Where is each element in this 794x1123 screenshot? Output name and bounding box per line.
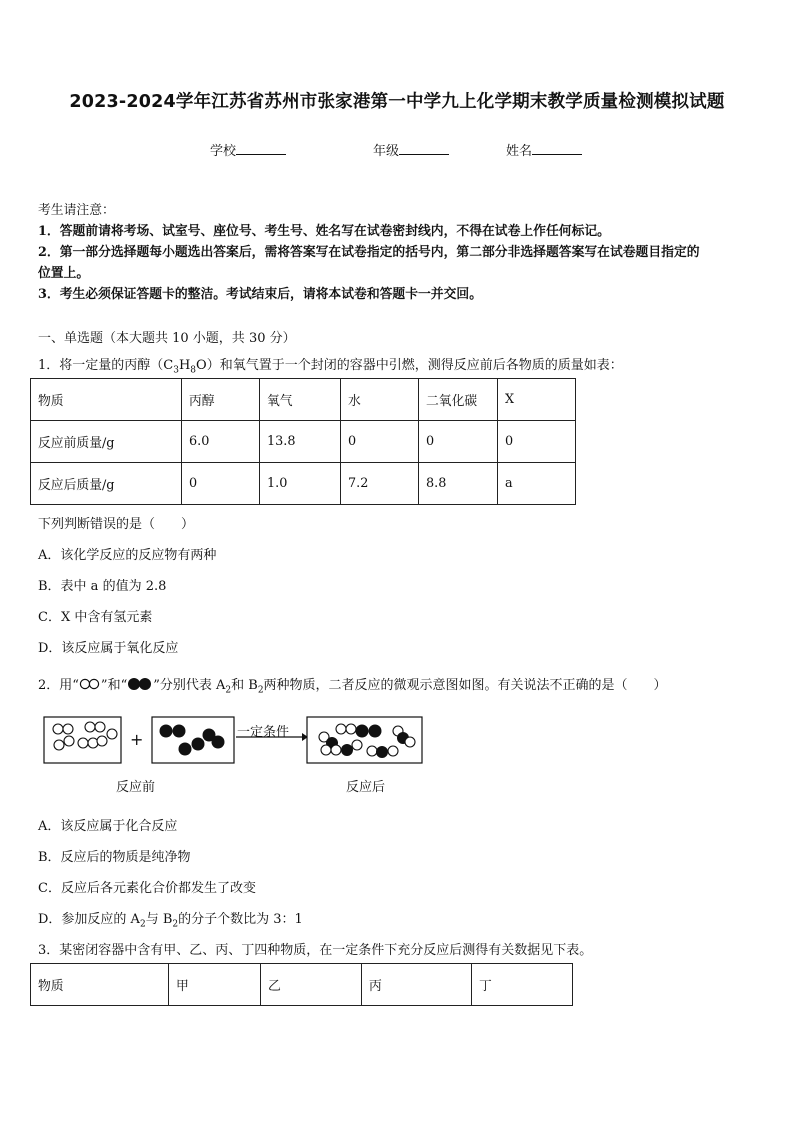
table-cell: 丁 — [472, 964, 573, 1006]
open-circle-pair-icon — [79, 678, 101, 690]
table-row — [31, 421, 576, 463]
table-cell: 丙 — [362, 964, 472, 1006]
section-heading: 一、单选题（本大题共 10 小题，共 30 分） — [38, 331, 296, 346]
table-cell: 0 — [419, 421, 498, 463]
option-d-part: D．参加反应的 A — [38, 912, 140, 927]
reaction-diagram-svg — [40, 712, 430, 772]
table-cell: 氧气 — [260, 379, 341, 421]
page-title: 2023-2024学年江苏省苏州市张家港第一中学九上化学期末教学质量检测模拟试题 — [69, 92, 725, 112]
q1-stem-part: 1．将一定量的丙醇（C — [38, 358, 174, 373]
q1-subscript: 8 — [190, 365, 197, 376]
notice-item: 3．考生必须保证答题卡的整洁。考试结束后，请将本试卷和答题卡一并交回。 — [38, 287, 482, 302]
notice-item: 位置上。 — [38, 266, 90, 281]
q1-subscript: 3 — [173, 365, 179, 376]
name-field — [506, 140, 582, 159]
table-cell: 二氧化碳 — [419, 379, 498, 421]
notice-block — [38, 200, 762, 305]
option-d[interactable] — [38, 908, 303, 930]
label-before: 反应前 — [116, 780, 156, 795]
q2-stem-part: ”和“ — [100, 678, 128, 693]
question-2-stem — [38, 674, 762, 696]
reaction-diagram — [40, 712, 430, 802]
table-cell: 反应前质量/g — [31, 421, 182, 463]
question-1-table — [30, 378, 576, 505]
table-cell: 甲 — [169, 964, 261, 1006]
q2-subscript: 2 — [225, 685, 232, 696]
name-label: 姓名 — [506, 144, 533, 159]
table-cell: 物质 — [31, 964, 169, 1006]
table-cell: 乙 — [261, 964, 362, 1006]
option-c[interactable]: C．反应后各元素化合价都发生了改变 — [38, 881, 256, 896]
table-cell: 水 — [341, 379, 419, 421]
q2-subscript: 2 — [257, 685, 264, 696]
table-cell: 丙醇 — [182, 379, 260, 421]
table-cell: 7.2 — [341, 463, 419, 505]
school-blank[interactable] — [236, 142, 286, 155]
table-header-row — [31, 379, 576, 421]
option-a[interactable]: A．该反应属于化合反应 — [38, 819, 178, 834]
option-b[interactable]: B．反应后的物质是纯净物 — [38, 850, 191, 865]
option-a[interactable]: A．该化学反应的反应物有两种 — [38, 548, 217, 563]
q2-stem-part: 2．用“ — [38, 678, 79, 693]
table-cell: 13.8 — [260, 421, 341, 463]
option-d-part: 的分子个数比为 3：1 — [178, 912, 303, 927]
table-cell: 1.0 — [260, 463, 341, 505]
q2-stem-part: 两种物质，二者反应的微观示意图如图。有关说法不正确的是（ ） — [263, 678, 667, 693]
name-blank[interactable] — [532, 142, 582, 155]
table-cell: 物质 — [31, 379, 182, 421]
notice-item: 1．答题前请将考场、试室号、座位号、考生号、姓名写在试卷密封线内，不得在试卷上作任何标记。 — [38, 224, 610, 239]
question-1-prompt: 下列判断错误的是（ ） — [38, 517, 195, 532]
filled-circle-pair-icon — [127, 677, 153, 691]
table-cell: 0 — [498, 421, 576, 463]
table-cell: 8.8 — [419, 463, 498, 505]
table-cell: 0 — [182, 463, 260, 505]
plus-sign: + — [130, 730, 144, 749]
table-cell: a — [498, 463, 576, 505]
q1-stem-part: O）和氧气置于一个封闭的容器中引燃，测得反应前后各物质的质量如表： — [196, 358, 623, 373]
school-field — [210, 140, 286, 159]
school-label: 学校 — [210, 144, 237, 159]
grade-blank[interactable] — [399, 142, 449, 155]
reaction-condition: 一定条件 — [237, 725, 290, 740]
question-3-stem: 3．某密闭容器中含有甲、乙、丙、丁四种物质，在一定条件下充分反应后测得有关数据见下表。 — [38, 943, 593, 958]
q2-stem-part: ”分别代表 A — [153, 678, 226, 693]
table-cell: X — [498, 379, 576, 421]
table-cell: 反应后质量/g — [31, 463, 182, 505]
table-header-row — [31, 964, 573, 1006]
notice-item: 2．第一部分选择题每小题选出答案后，需将答案写在试卷指定的括号内，第二部分非选择题答案写在试卷题目指定的 — [38, 245, 700, 260]
q2-stem-part: 和 B — [231, 678, 258, 693]
question-1-stem — [38, 354, 762, 376]
option-d-subscript: 2 — [172, 919, 179, 930]
grade-field — [373, 140, 449, 159]
notice-heading: 考生请注意： — [38, 203, 115, 218]
option-d-part: 与 B — [145, 912, 173, 927]
label-after: 反应后 — [346, 780, 386, 795]
option-d-subscript: 2 — [139, 919, 146, 930]
table-cell: 0 — [341, 421, 419, 463]
question-3-table — [30, 963, 573, 1006]
option-c[interactable]: C．X 中含有氢元素 — [38, 610, 153, 625]
option-b[interactable]: B．表中 a 的值为 2.8 — [38, 579, 167, 594]
table-row — [31, 463, 576, 505]
grade-label: 年级 — [373, 144, 400, 159]
q1-stem-part: H — [178, 358, 191, 373]
table-cell: 6.0 — [182, 421, 260, 463]
option-d[interactable]: D．该反应属于氧化反应 — [38, 641, 179, 656]
